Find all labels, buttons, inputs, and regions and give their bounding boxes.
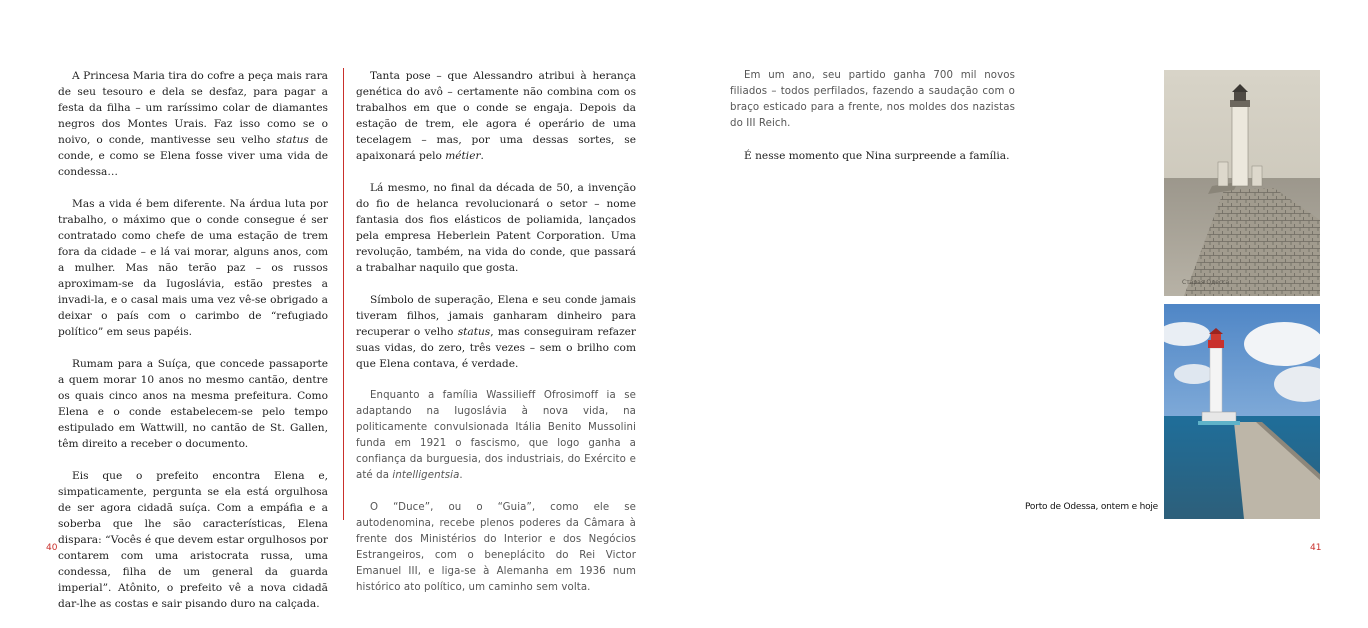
text-run: Eis que o prefeito encontra Elena e, simpaticamente, pergunta se ela está orgulhosa de ser agora cidadã suíça. Com a empáfia e a soberba que lhe são características, Elena dispara: “Vocês é que devem estar orgulhosos por contarem com uma aristocrata russa, uma condessa, filha de um general da guarda imperial”. Atônito, o prefeito vê a nova cidadã dar-lhe as costas e sair pisando duro na calçada. xyxy=(58,470,328,610)
column-divider xyxy=(343,68,344,520)
paragraph xyxy=(356,388,636,484)
old-photo-inscription: Старая Одесса xyxy=(1182,279,1230,286)
modern-lighthouse-photo xyxy=(1164,304,1320,519)
paragraph xyxy=(58,68,328,180)
text-run: Símbolo de superação, Elena e seu conde jamais tiveram filhos, jamais ganharam dinheiro para recuperar o velho xyxy=(356,294,636,338)
paragraph xyxy=(730,68,1015,132)
paragraph xyxy=(58,356,328,452)
paragraph xyxy=(730,148,1015,164)
sans-paragraphs xyxy=(730,68,1015,132)
column-left xyxy=(58,68,328,628)
page-number-left: 40 xyxy=(46,543,58,553)
paragraph xyxy=(58,196,328,340)
text-run: de conde, e como se Elena fosse viver uma vida de condessa… xyxy=(58,134,328,178)
text-run: . xyxy=(480,150,484,162)
paragraph xyxy=(356,292,636,372)
text-run: . xyxy=(459,470,463,481)
old-lighthouse-photo xyxy=(1164,70,1320,296)
text-run: O “Duce”, ou o “Guia”, como ele se autodenomina, recebe plenos poderes da Câmara à frente dos Ministérios do Interior e dos Negócios Estrangeiros, com o beneplácito do Rei Victor Emanuel III, e liga-se à Alemanha em 1936 num histórico ato político, um caminho sem volta. xyxy=(356,502,636,593)
text-run: Mas a vida é bem diferente. Na árdua luta por trabalho, o máximo que o conde consegue é ser contratado como chefe de uma estação de trem fora da cidade – e lá vai morar, alguns anos, com a mulher. Mas não terão paz – os russos aproximam-se da Iugoslávia, estão prestes a invadi-la, e o casal mais uma vez vê-se obrigado a deixar o país com o carimbo de “refugiado político” em seus papéis. xyxy=(58,198,328,338)
text-run: , mas conseguiram refazer suas vidas, do zero, três vezes – sem o brilho com que Elena contava, é verdade. xyxy=(356,326,636,370)
text-run: A Princesa Maria tira do cofre a peça mais rara de seu tesouro e dela se desfaz, para pagar a festa da filha – um raríssimo colar de diamantes negros dos Montes Urais. Faz isso como se o noivo, o conde, mantivesse seu velho xyxy=(58,70,328,146)
italic-term: métier xyxy=(445,150,481,162)
paragraph xyxy=(356,500,636,596)
column-right-text xyxy=(730,68,1015,180)
text-run: Em um ano, seu partido ganha 700 mil novos filiados – todos perfilados, fazendo a saudação com o braço esticado para a frente, nos moldes dos nazistas do III Reich. xyxy=(730,70,1015,129)
sans-paragraphs xyxy=(356,388,636,596)
serif-paragraphs xyxy=(730,148,1015,164)
text-run: Enquanto a família Wassilieff Ofrosimoff ia se adaptando na Iugoslávia à nova vida, na politicamente convulsionada Itália Benito Mussolini funda em 1921 o fascismo, que logo ganha a confiança da burguesia, dos industriais, do Exército e até da xyxy=(356,390,636,481)
column-middle xyxy=(356,68,636,612)
paragraph xyxy=(356,180,636,276)
serif-paragraphs xyxy=(356,68,636,372)
page-number-right: 41 xyxy=(1310,543,1322,553)
italic-term: status xyxy=(276,134,309,146)
paragraph xyxy=(58,468,328,612)
text-run: Lá mesmo, no final da década de 50, a invenção do fio de helanca revolucionará o setor – nome fantasia dos fios elásticos de poliamida, lançados pela empresa Heberlein Patent Corporation. Uma revolução, também, na vida do conde, que passará a trabalhar naquilo que gosta. xyxy=(356,182,636,274)
photo-caption: Porto de Odessa, ontem e hoje xyxy=(1025,502,1159,512)
paragraph xyxy=(356,68,636,164)
italic-term: status xyxy=(457,326,491,338)
text-run: Tanta pose – que Alessandro atribui à herança genética do avô – certamente não combina com os trabalhos em que o conde se engaja. Depois da estação de trem, ele agora é operário de uma tecelagem – mas, por uma dessas sortes, se apaixonará pelo xyxy=(356,70,636,162)
text-run: É nesse momento que Nina surpreende a família. xyxy=(744,150,1010,162)
text-run: Rumam para a Suíça, que concede passaporte a quem morar 10 anos no mesmo cantão, dentre os quais cinco anos na mesma prefeitura. Como Elena e o conde estabelecem-se pelo tempo estipulado em Wattwill, no cantão de St. Gallen, têm direito a receber o documento. xyxy=(58,358,328,450)
modern-lighthouse-illustration xyxy=(1164,304,1320,519)
italic-term: intelligentsia xyxy=(392,470,460,481)
old-lighthouse-illustration xyxy=(1164,70,1320,296)
